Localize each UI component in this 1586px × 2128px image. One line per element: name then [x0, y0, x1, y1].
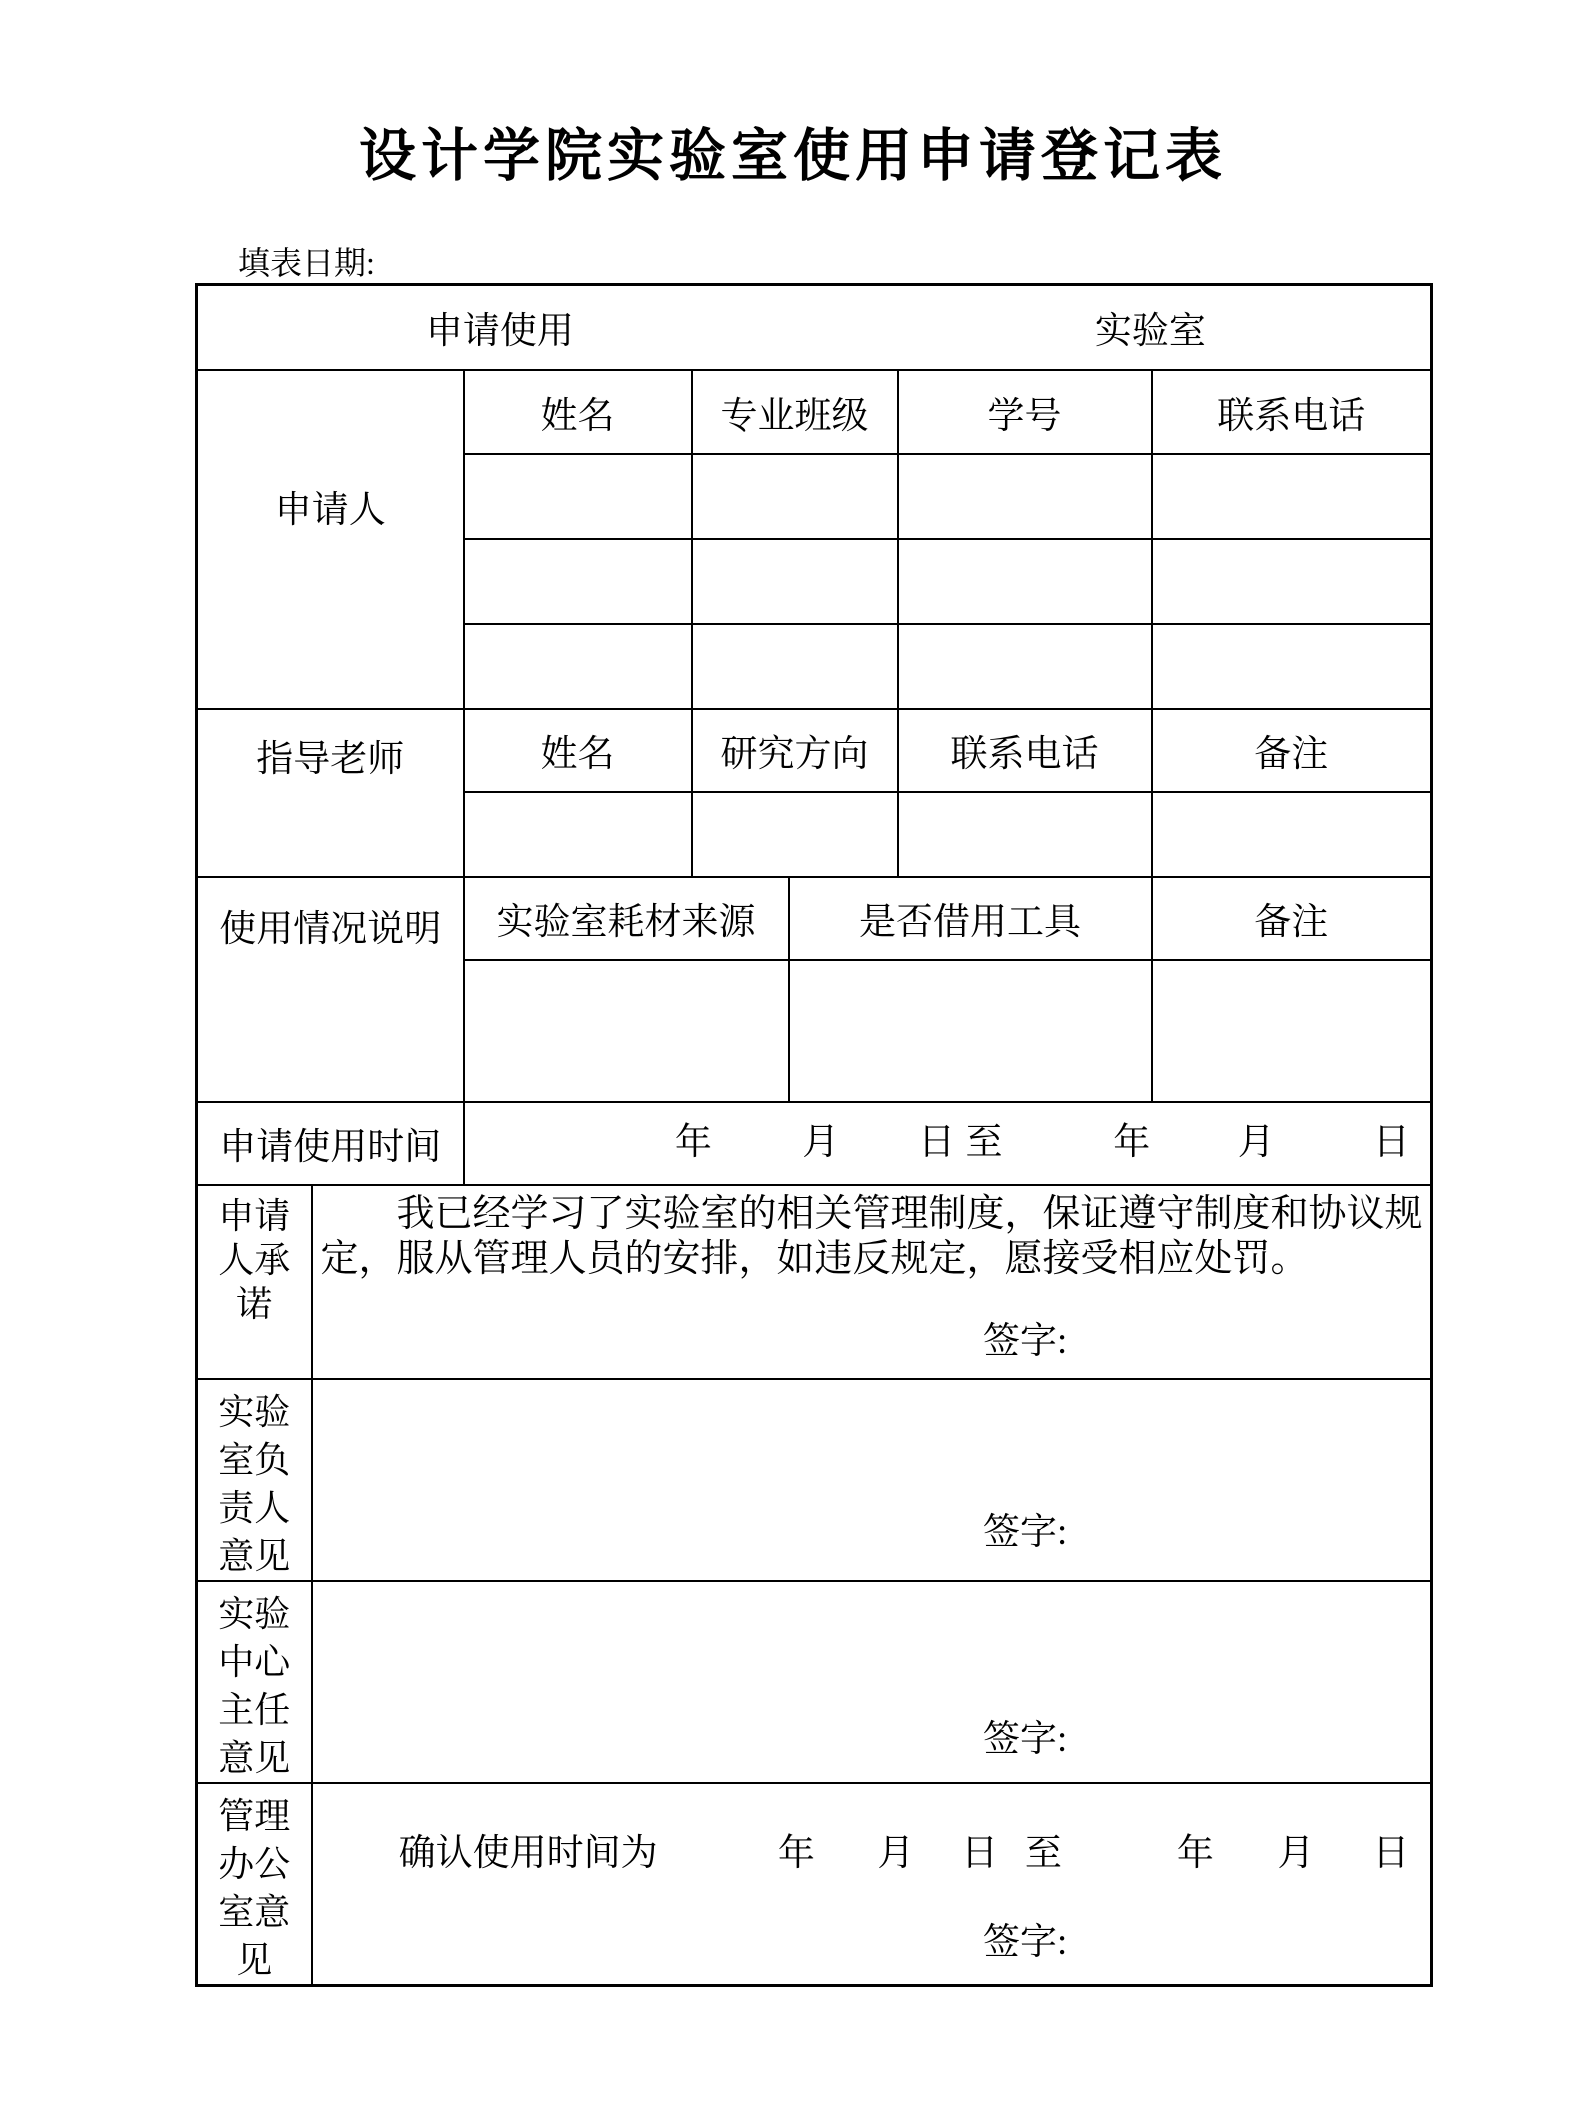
- empty-cell[interactable]: [1152, 454, 1432, 539]
- col-header-advisor-phone: 联系电话: [898, 709, 1152, 792]
- lab-manager-signature-label: 签字:: [983, 1511, 1068, 1553]
- confirm-token-year2: 年: [1176, 1832, 1214, 1874]
- date-token-year1: 年: [674, 1122, 712, 1163]
- empty-cell[interactable]: [464, 960, 789, 1102]
- empty-cell[interactable]: [1152, 960, 1432, 1102]
- form-title: 设计学院实验室使用申请登记表: [359, 125, 1227, 188]
- empty-cell[interactable]: [898, 624, 1152, 709]
- advisor-label: 指导老师: [197, 709, 464, 877]
- commitment-label-text: 申请人承诺: [218, 1195, 291, 1324]
- application-form-table: [195, 283, 1433, 1987]
- empty-cell[interactable]: [1152, 792, 1432, 877]
- confirm-token-day2: 日: [1372, 1832, 1410, 1874]
- apply-use-row[interactable]: [197, 285, 1432, 370]
- col-header-consumable-source: 实验室耗材来源: [464, 877, 789, 960]
- confirm-token-month2: 月: [1277, 1832, 1315, 1874]
- empty-cell[interactable]: [898, 539, 1152, 624]
- apply-use-lab-suffix: 实验室: [1094, 311, 1206, 353]
- col-header-name: 姓名: [464, 370, 692, 454]
- empty-cell[interactable]: [464, 539, 692, 624]
- admin-office-label-text: 管理办公室意见: [218, 1795, 291, 1980]
- col-header-advisor-name: 姓名: [464, 709, 692, 792]
- col-header-student-id: 学号: [898, 370, 1152, 454]
- empty-cell[interactable]: [464, 792, 692, 877]
- date-token-to: 至: [965, 1122, 1003, 1163]
- admin-office-opinion-cell[interactable]: [312, 1783, 1432, 1986]
- confirm-token-year1: 年: [777, 1832, 815, 1874]
- empty-cell[interactable]: [789, 960, 1152, 1102]
- commitment-label: [197, 1185, 312, 1379]
- confirm-token-to: 至: [1024, 1832, 1062, 1874]
- date-token-day2: 日: [1372, 1122, 1410, 1163]
- empty-cell[interactable]: [1152, 539, 1432, 624]
- lab-manager-label: [197, 1379, 312, 1581]
- col-header-advisor-remarks: 备注: [1152, 709, 1432, 792]
- commitment-signature-label: 签字:: [983, 1320, 1068, 1362]
- center-director-label: [197, 1581, 312, 1783]
- empty-cell[interactable]: [464, 624, 692, 709]
- commitment-text: 我已经学习了实验室的相关管理制度，保证遵守制度和协议规定，服从管理人员的安排，如违反规定，愿接受相应处罚。: [320, 1192, 1423, 1280]
- admin-office-signature-label: 签字:: [983, 1921, 1068, 1963]
- empty-cell[interactable]: [692, 539, 898, 624]
- empty-cell[interactable]: [464, 454, 692, 539]
- confirm-time-label: 确认使用时间为: [398, 1832, 658, 1874]
- date-token-month1: 月: [802, 1122, 840, 1163]
- confirm-token-month1: 月: [877, 1832, 915, 1874]
- commitment-cell[interactable]: [312, 1185, 1432, 1379]
- empty-cell[interactable]: [692, 454, 898, 539]
- confirm-token-day1: 日: [961, 1832, 999, 1874]
- empty-cell[interactable]: [692, 792, 898, 877]
- center-director-signature-label: 签字:: [983, 1718, 1068, 1760]
- apply-time-label: 申请使用时间: [197, 1102, 464, 1185]
- center-director-label-text: 实验中心主任意见: [218, 1593, 291, 1778]
- date-token-year2: 年: [1113, 1122, 1151, 1163]
- apply-use-prefix: 申请使用: [425, 311, 574, 353]
- col-header-phone: 联系电话: [1152, 370, 1432, 454]
- col-header-major-class: 专业班级: [692, 370, 898, 454]
- admin-office-label: [197, 1783, 312, 1986]
- usage-label: 使用情况说明: [197, 877, 464, 1102]
- col-header-borrow-tools: 是否借用工具: [789, 877, 1152, 960]
- apply-time-row[interactable]: [464, 1102, 1432, 1185]
- empty-cell[interactable]: [898, 454, 1152, 539]
- applicant-label: 申请人: [197, 370, 464, 709]
- lab-manager-opinion-cell[interactable]: [312, 1379, 1432, 1581]
- date-token-month2: 月: [1237, 1122, 1275, 1163]
- col-header-usage-remarks: 备注: [1152, 877, 1432, 960]
- fill-date-label: 填表日期:: [238, 245, 375, 281]
- center-director-opinion-cell[interactable]: [312, 1581, 1432, 1783]
- lab-manager-label-text: 实验室负责人意见: [218, 1391, 291, 1576]
- col-header-research-direction: 研究方向: [692, 709, 898, 792]
- empty-cell[interactable]: [692, 624, 898, 709]
- empty-cell[interactable]: [898, 792, 1152, 877]
- date-token-day1: 日: [918, 1122, 956, 1163]
- empty-cell[interactable]: [1152, 624, 1432, 709]
